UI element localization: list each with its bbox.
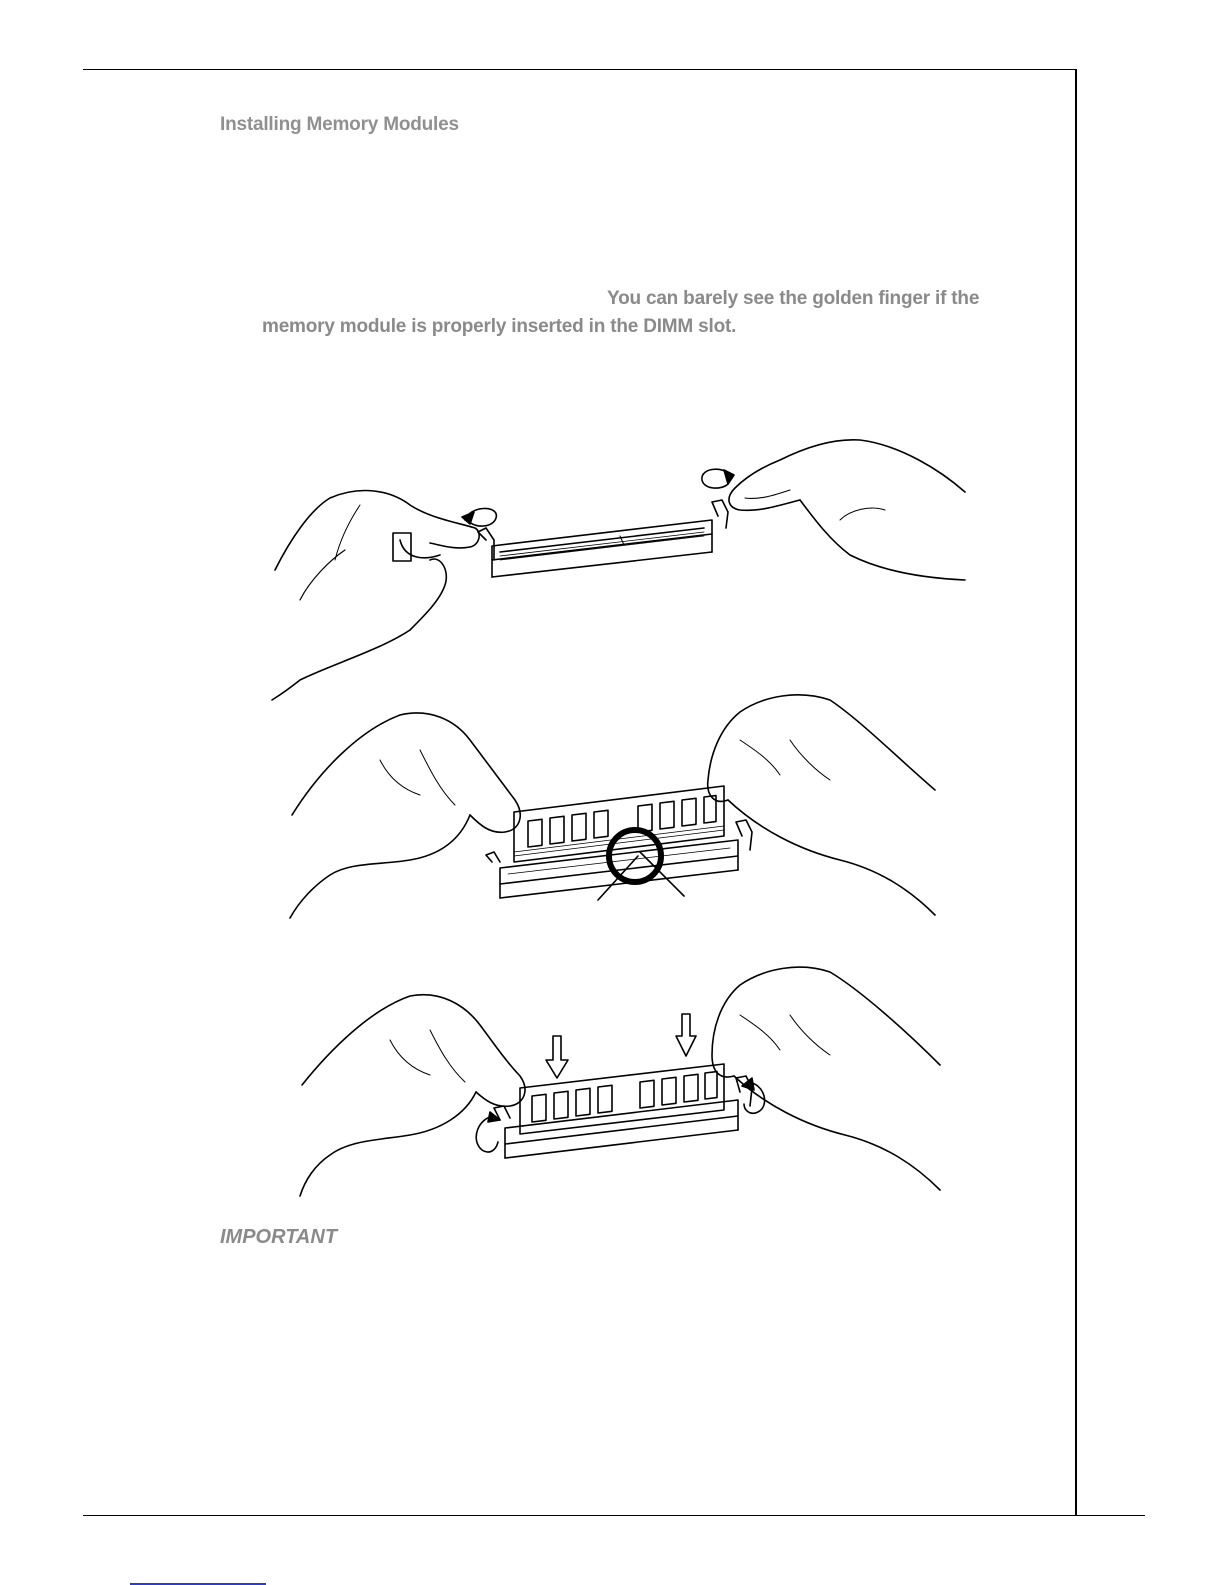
figure-press-module-down: [300, 967, 940, 1196]
dimm-slot-1: [478, 500, 728, 577]
down-arrow-right: [676, 1014, 696, 1056]
down-arrow-left: [546, 1036, 568, 1078]
right-hand-1: [729, 440, 965, 580]
rotate-arrow-right: [702, 469, 734, 488]
note-text-line-2: memory module is properly inserted in the DIMM slot.: [262, 316, 737, 337]
left-hand-3: [300, 995, 525, 1196]
note-text-line-1: You can barely see the golden finger if the: [607, 288, 980, 309]
left-hand-1: [272, 491, 479, 700]
memory-module-3: [520, 1064, 724, 1134]
figure-unlock-slot-clips: [272, 440, 965, 700]
memory-module-2: [514, 786, 724, 862]
left-hand-2: [290, 713, 520, 918]
figure-align-module-notch: [290, 695, 935, 918]
memory-chips-right-3: [640, 1072, 717, 1108]
clip-rotate-arrow-right: [742, 1078, 765, 1113]
clip-rotate-arrow-left: [476, 1112, 500, 1152]
important-label: IMPORTANT: [220, 1226, 338, 1248]
notch-highlight-circle: [609, 830, 661, 882]
memory-chips-right-2: [638, 796, 716, 832]
right-hand-2: [708, 695, 935, 915]
section-heading: Installing Memory Modules: [220, 114, 459, 135]
rotate-arrow-left: [462, 508, 496, 526]
right-hand-3: [712, 967, 940, 1190]
